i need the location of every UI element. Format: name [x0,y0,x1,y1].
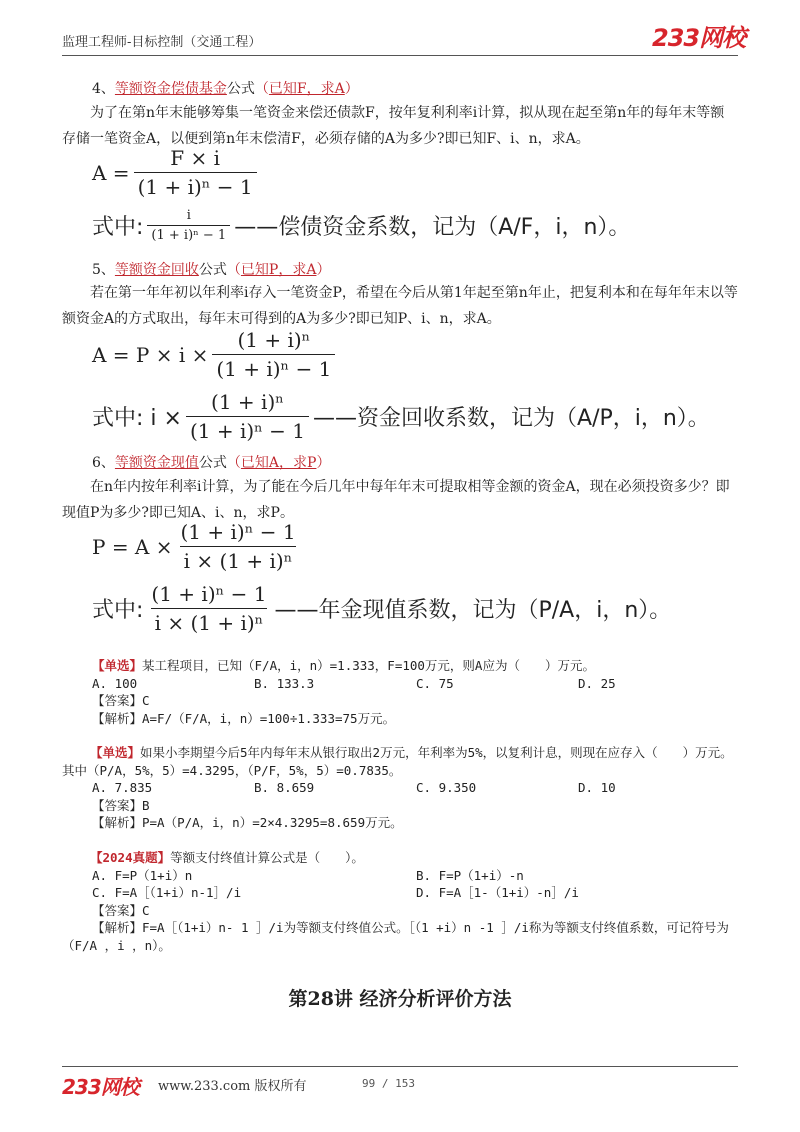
section-condition: 已知F，求A [268,81,345,97]
coefficient-line-present-value [92,582,671,635]
page-number: 99 / 153 [362,1077,415,1090]
section-heading-4 [92,78,359,98]
question-text: 某工程项目，已知（F/A，i，n）=1.333，F=100万元，则A应为（ ）万元。 [142,658,595,673]
coef-numerator: i [186,208,191,223]
option-b[interactable]: B. 8.659 [254,780,315,795]
formula-capital-recovery [92,328,339,381]
cond-bracket: ） [344,81,359,97]
option-c[interactable]: C. 9.350 [416,780,477,795]
footer-copyright: www.233.com 版权所有 [158,1079,307,1094]
answer-line: 【答案】C [92,902,150,918]
section-description: 在n年内按年利率i计算，为了能在今后几年中每年年末可提取相等金额的资金A，现在必须投资多少？即现值P为多少?即已知A、i、n，求P。 [62,479,730,521]
coefficient-line-sinking-fund [92,208,630,243]
formula-numerator: F × i [170,146,220,170]
cond-bracket: ） [316,262,331,278]
question-tag: 【单选】 [90,745,141,760]
formula-denominator: (1 + i)ⁿ − 1 [212,354,335,381]
formula-fraction [134,146,257,199]
option-a[interactable]: A. 7.835 [92,780,153,795]
header-divider [62,55,738,56]
question-text: 如果小李期望今后5年内每年末从银行取出2万元，年利率为5%，以复利计息，则现在应存入（ ）万元。其中（P/A，5%，5）=4.3295，（P/F，5%，5）=0.7835。 [62,745,733,778]
question-text: 等额支付终值计算公式是（ ）。 [170,850,364,865]
question-tag: 【2024真题】 [90,850,171,865]
section-condition: 已知P，求A [240,262,317,278]
coef-fraction [147,208,230,243]
question-stem [62,744,738,779]
formula-lhs: A = [92,160,130,185]
formula-denominator: i × (1 + i)ⁿ [180,546,297,573]
question-tag: 【单选】 [92,658,143,673]
formula-sinking-fund [92,146,261,199]
analysis-line: 【解析】A=F/（F/A，i，n）=100÷1.333=75万元。 [92,710,396,726]
coef-denominator: (1 + i)ⁿ − 1 [147,225,230,243]
question-stem [92,657,738,675]
footer-divider [62,1066,738,1067]
options-row [92,675,738,693]
formula-numerator: (1 + i)ⁿ [237,328,311,352]
section-name: 等额资金回收 [114,262,199,278]
formula-lhs: A = P × i × [92,342,209,367]
section-name: 等额资金偿债基金 [114,81,227,97]
coef-denominator: i × (1 + i)ⁿ [151,608,268,635]
options-row [62,867,738,885]
option-d[interactable]: D. 10 [578,780,616,795]
coef-fraction [186,390,309,443]
section-kind: 公式 [226,81,255,97]
footer-logo[interactable]: 233网校 [62,1075,139,1099]
answer-line: 【答案】C [92,693,150,708]
option-c[interactable]: C. F=A［（1+i）n-1］/i [92,885,242,900]
formula-present-value [92,520,304,573]
option-b[interactable]: B. F=P（1+i）-n [416,867,524,883]
options-row [62,779,738,797]
document-header-title: 监理工程师-目标控制（交通工程） [62,35,262,50]
question-block-3 [62,849,738,954]
section-number: 5、 [92,262,115,278]
question-block-1 [92,657,738,727]
coefficient-line-capital-recovery [92,390,710,443]
answer-line: 【答案】B [92,797,150,813]
analysis-line: 【解析】F=A［（1+i）n- 1 ］/i为等额支付终值公式。［（1 +i）n -1 ］/i称为等额支付终值系数，可记符号为（F/A ，i ，n）。 [62,920,729,953]
option-b[interactable]: B. 133.3 [254,675,315,691]
formula-fraction [212,328,335,381]
coef-text: ——偿债资金系数，记为（A/F，i，n）。 [234,215,631,240]
coef-fraction [147,582,270,635]
section-kind: 公式 [198,455,227,471]
coef-text: ——资金回收系数，记为（A/P，i，n）。 [313,406,710,431]
coef-text: ——年金现值系数，记为（P/A，i，n）。 [274,598,672,623]
brand-logo[interactable]: 233网校 [652,24,746,52]
section-condition: 已知A，求P [240,455,317,471]
coef-prefix: 式中: [92,598,144,623]
formula-denominator: (1 + i)ⁿ − 1 [134,172,257,199]
coef-prefix: 式中: [92,215,144,240]
formula-fraction [177,520,300,573]
coef-prefix: 式中: i × [92,406,182,431]
section-name: 等额资金现值 [114,455,199,471]
section-heading-5 [92,259,330,279]
option-d[interactable]: D. F=A［1-（1+i）-n］/i [416,885,579,900]
formula-lhs: P = A × [92,534,173,559]
section-number: 4、 [92,81,115,97]
coef-denominator: (1 + i)ⁿ − 1 [186,416,309,443]
coef-numerator: (1 + i)ⁿ [211,390,284,414]
option-c[interactable]: C. 75 [416,675,454,691]
section-heading-6 [92,452,330,472]
formula-numerator: (1 + i)ⁿ − 1 [180,520,296,544]
question-block-2 [62,744,738,832]
option-d[interactable]: D. 25 [578,675,616,691]
section-description: 为了在第n年末能够筹集一笔资金来偿还债款F，按年复利利率i计算，拟从现在起至第n年的每年末等额存储一笔资金A，以便到第n年末偿清F，必须存储的A为多少?即已知F、i、n，求A。 [62,105,725,147]
section-number: 6、 [92,455,115,471]
cond-bracket: （ [226,455,241,471]
section-kind: 公式 [198,262,227,278]
coef-numerator: (1 + i)ⁿ − 1 [151,582,267,606]
cond-bracket: ） [316,455,331,471]
question-stem [62,849,738,867]
options-row [62,884,738,902]
section-description: 若在第一年年初以年利率i存入一笔资金P，希望在今后从第1年起至第n年止，把复利本和在每年年末以等额资金A的方式取出，每年末可得到的A为多少?即已知P、i、n，求A。 [62,285,738,327]
lecture-title: 第28讲 经济分析评价方法 [288,988,512,1010]
option-a[interactable]: A. F=P（1+i）n [92,867,193,883]
cond-bracket: （ [254,81,269,97]
cond-bracket: （ [226,262,241,278]
analysis-line: 【解析】P=A（P/A，i，n）=2×4.3295=8.659万元。 [92,815,403,830]
option-a[interactable]: A. 100 [92,675,138,691]
